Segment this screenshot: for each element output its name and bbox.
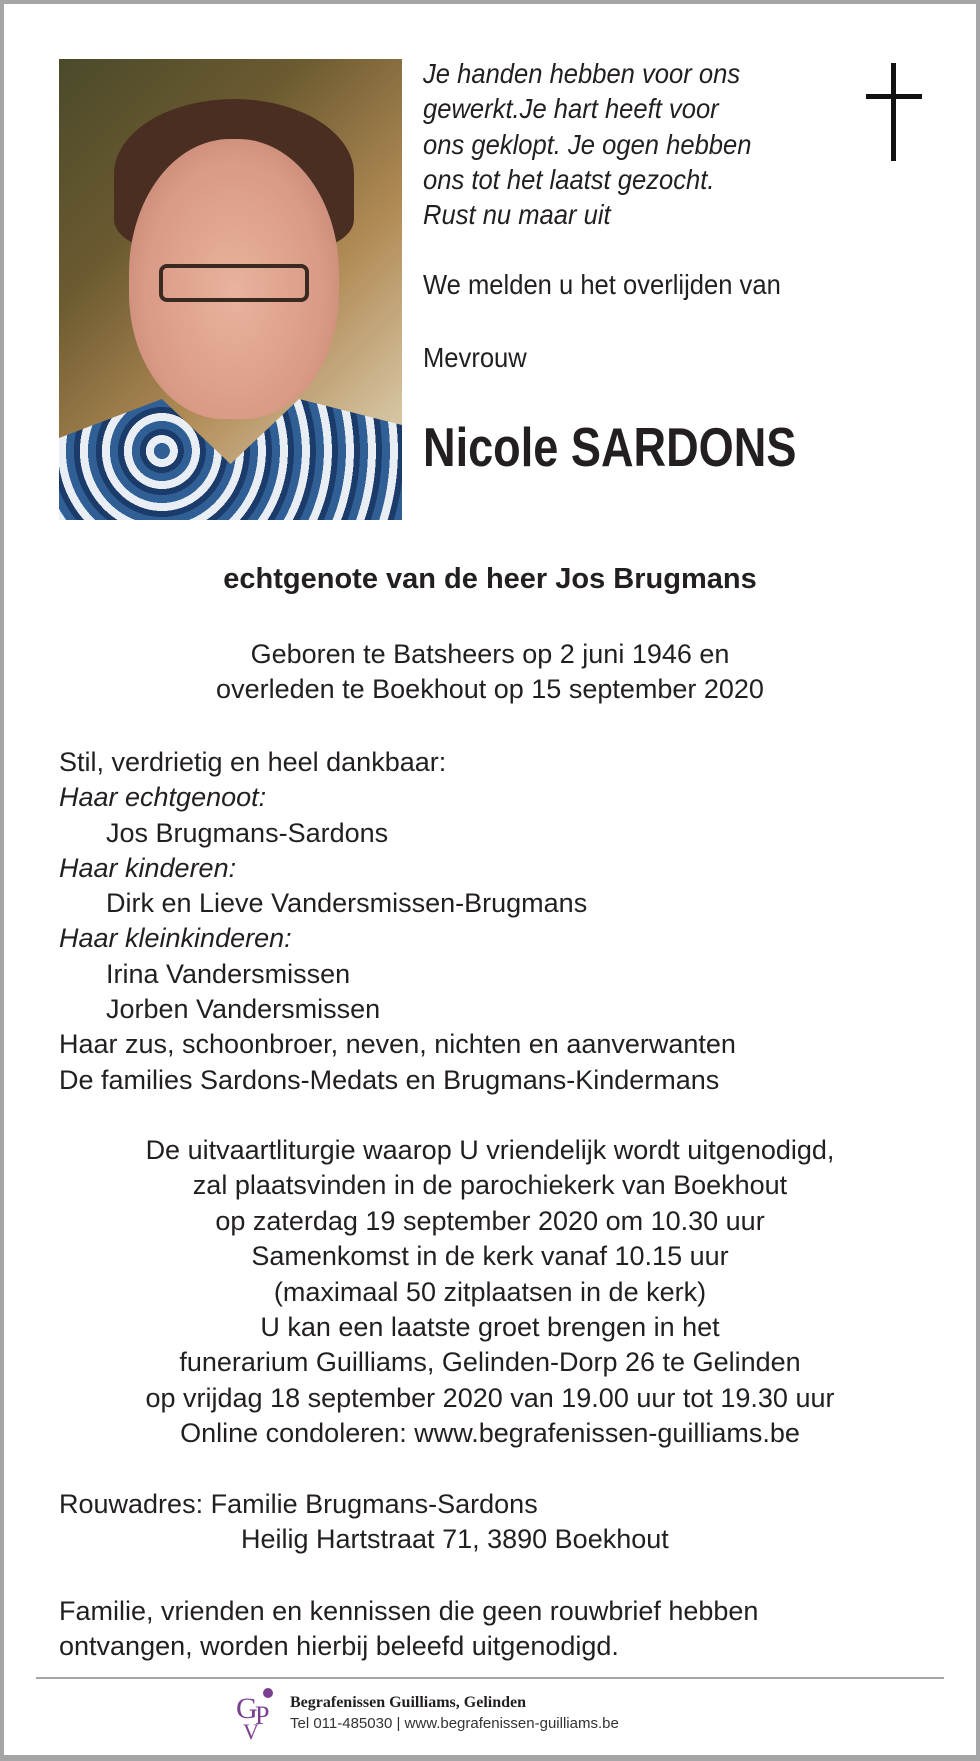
spouse-name: Jos Brugmans-Sardons xyxy=(106,817,389,848)
service-line: Samenkomst in de kerk vanaf 10.15 uur xyxy=(251,1241,729,1272)
grandchild-name: Irina Vandersmissen xyxy=(106,958,351,989)
poem-line: ons geklopt. Je ogen hebben xyxy=(423,128,752,160)
svg-text:V: V xyxy=(243,1719,259,1740)
poem-line: Je handen hebben voor ons xyxy=(423,58,741,89)
children-names: Dirk en Lieve Vandersmissen-Brugmans xyxy=(106,888,588,919)
service-line: funerarium Guilliams, Gelinden-Dorp 26 te Gelinden xyxy=(179,1347,801,1378)
children-label: Haar kinderen: xyxy=(59,852,237,883)
grandchildren-label: Haar kleinkinderen: xyxy=(59,923,292,954)
other-relatives: De families Sardons-Medats en Brugmans-Kindermans xyxy=(59,1064,720,1095)
funeral-home-contact: Tel 011-485030 | www.begrafenissen-guilliams.be xyxy=(290,1715,619,1732)
announcement: We melden u het overlijden van xyxy=(423,269,781,300)
death-line: overleden te Boekhout op 15 september 2020 xyxy=(216,674,764,705)
portrait-photo xyxy=(59,59,402,520)
service-line: op zaterdag 19 september 2020 om 10.30 uur xyxy=(215,1205,765,1236)
funeral-home-logo-icon xyxy=(236,1684,280,1740)
footer-divider xyxy=(36,1677,944,1679)
address-line: Rouwadres: Familie Brugmans-Sardons xyxy=(59,1489,538,1519)
closing-line: ontvangen, worden hierbij beleefd uitgenodigd. xyxy=(59,1631,619,1662)
funeral-home-name: Begrafenissen Guilliams, Gelinden xyxy=(290,1694,527,1711)
spouse-label: Haar echtgenoot: xyxy=(59,782,267,813)
family-list xyxy=(59,745,736,1098)
poem-line: gewerkt.Je hart heeft voor xyxy=(423,93,719,125)
service-line: op vrijdag 18 september 2020 van 19.00 uur tot 19.30 uur xyxy=(145,1382,835,1413)
condolence-link[interactable]: Online condoleren: www.begrafenissen-guilliams.be xyxy=(180,1418,800,1449)
svg-text:P: P xyxy=(255,1701,270,1730)
poem-line: Rust nu maar uit xyxy=(423,199,611,231)
mourning-address xyxy=(59,1487,669,1558)
spouse-line: echtgenote van de heer Jos Brugmans xyxy=(223,563,757,595)
birth-line: Geboren te Batsheers op 2 juni 1946 en xyxy=(250,639,730,669)
poem-line: ons tot het laatst gezocht. xyxy=(423,163,715,195)
grandchild-name: Jorben Vandersmissen xyxy=(106,994,381,1025)
address-line: Heilig Hartstraat 71, 3890 Boekhout xyxy=(241,1524,669,1555)
service-details xyxy=(4,1133,976,1452)
poem xyxy=(423,56,751,232)
closing-line: Familie, vrienden en kennissen die geen rouwbrief hebben xyxy=(59,1596,759,1626)
service-line: De uitvaartliturgie waarop U vriendelijk wordt uitgenodigd, xyxy=(145,1135,835,1165)
closing-note xyxy=(59,1594,758,1665)
deceased-name: Nicole SARDONS xyxy=(423,416,797,478)
service-line: (maximaal 50 zitplaatsen in de kerk) xyxy=(273,1276,707,1307)
family-intro: Stil, verdrietig en heel dankbaar: xyxy=(59,747,447,777)
service-line: zal plaatsvinden in de parochiekerk van Boekhout xyxy=(192,1170,788,1201)
birth-death xyxy=(4,637,976,708)
svg-text:G: G xyxy=(236,1692,258,1725)
service-line: U kan een laatste groet brengen in het xyxy=(260,1312,720,1343)
other-relatives: Haar zus, schoonbroer, neven, nichten en aanverwanten xyxy=(59,1029,736,1060)
obituary-page xyxy=(4,4,976,1755)
title: Mevrouw xyxy=(423,342,527,373)
